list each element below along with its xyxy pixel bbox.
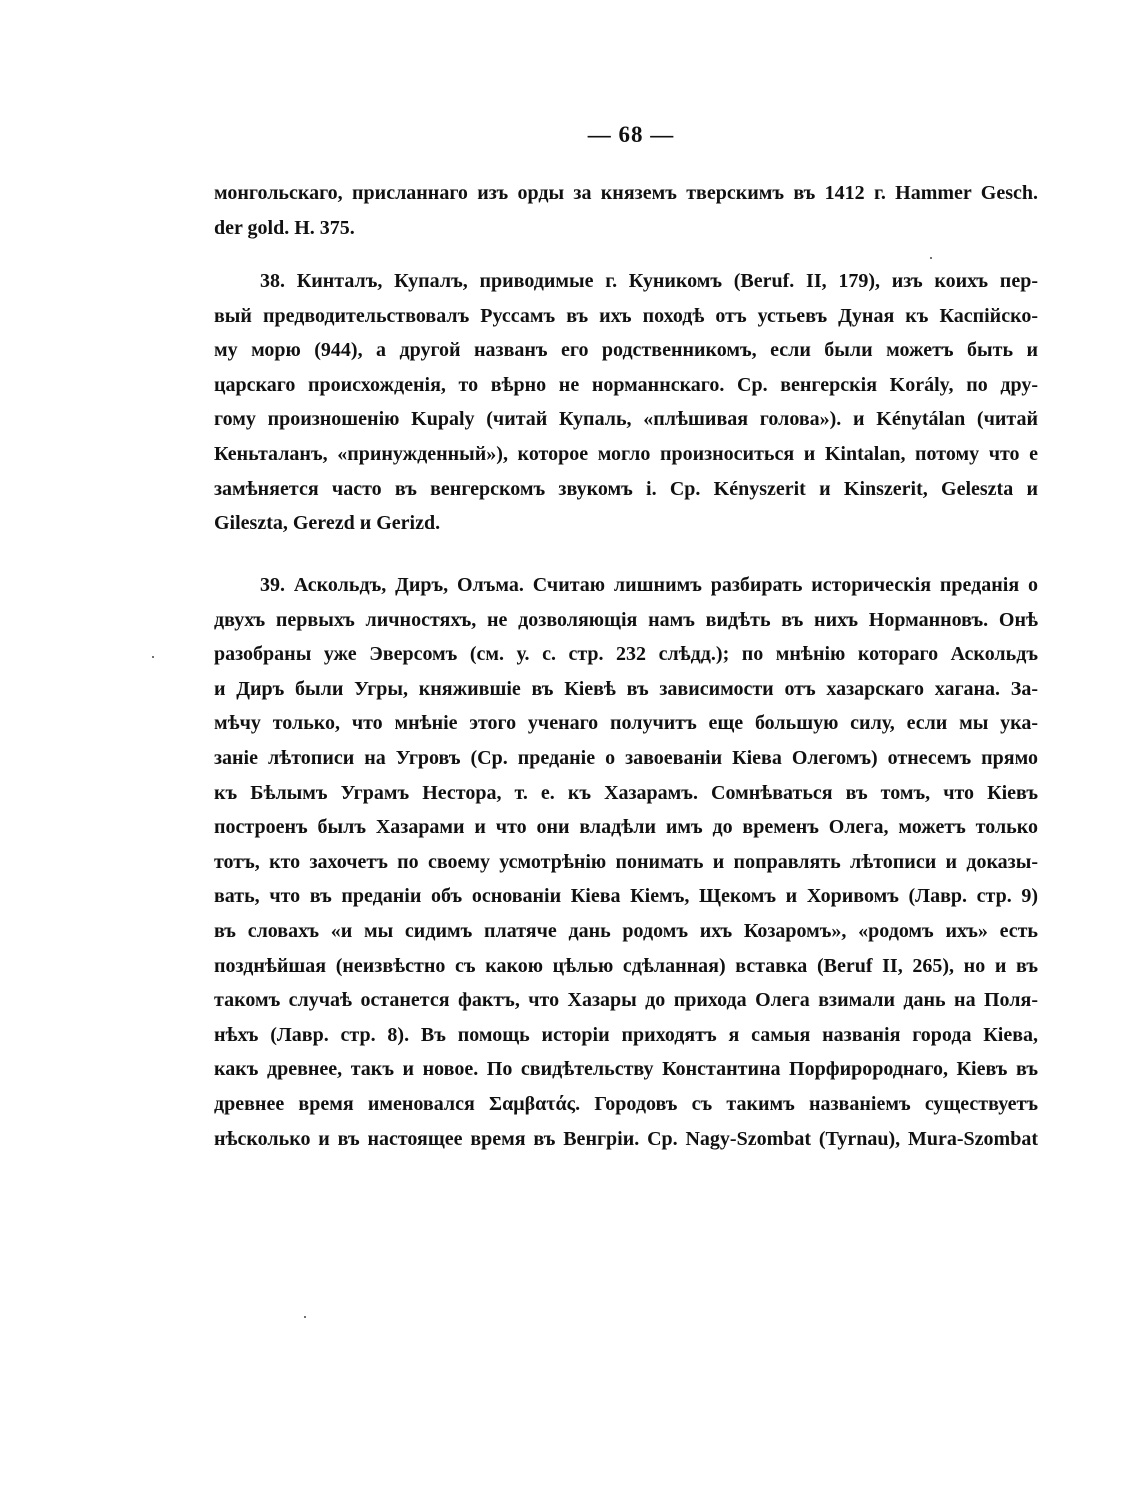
text-line: позднѣйшая (неизвѣстно съ какою цѣлью сдѣланная) вставка (Beruf II, 265), но и въ	[214, 954, 1038, 977]
scan-speck	[304, 1316, 306, 1318]
text-line: построенъ былъ Хазарами и что они владѣли имъ до временъ Олега, можетъ только	[214, 816, 1038, 839]
text-line: Gileszta, Gerezd и Gerizd.	[214, 512, 441, 535]
scan-speck	[152, 656, 154, 658]
text-line: 39. Аскольдъ, Диръ, Олъма. Считаю лишнимъ разбирать историческія преданія о	[260, 574, 1038, 596]
text-line: 38. Кинталъ, Купалъ, приводимые г. Куникомъ (Beruf. II, 179), изъ коихъ пер-	[260, 270, 1038, 292]
text-line: гому произношенію Kupaly (читай Купаль, «плѣшивая голова»). и Kénytálan (читай	[214, 408, 1038, 431]
paragraph-note-39	[214, 568, 1038, 1156]
text-line: вать, что въ преданіи объ основаніи Кіева Кіемъ, Щекомъ и Хоривомъ (Лавр. стр. 9)	[214, 885, 1038, 908]
text-line: къ Бѣлымъ Уграмъ Нестора, т. е. къ Хазарамъ. Сомнѣваться въ томъ, что Кіевъ	[214, 781, 1038, 804]
text-line: царскаго происхожденія, то вѣрно не норманнскаго. Ср. венгерскія Korály, по дру-	[214, 373, 1038, 396]
text-line: Кеньталанъ, «принужденный»), которое могло произноситься и Kintalan, потому что e	[214, 442, 1038, 465]
text-line: нѣсколько и въ настоящее время въ Венгріи. Ср. Nagy-Szombat (Tyrnau), Mura-Szombat	[214, 1127, 1038, 1150]
text-line: монгольскаго, присланнаго изъ орды за княземъ тверскимъ въ 1412 г. Hammer Gesch.	[214, 182, 1038, 204]
text-line: такомъ случаѣ останется фактъ, что Хазары до прихода Олега взимали дань на Поля-	[214, 989, 1038, 1012]
text-line: нѣхъ (Лавр. стр. 8). Въ помощь исторіи приходятъ я самыя названія города Кіева,	[214, 1023, 1038, 1046]
text-line: вый предводительствовалъ Руссамъ въ ихъ походѣ отъ устьевъ Дуная къ Каспійско-	[214, 304, 1038, 327]
text-line: му морю (944), а другой названъ его родственникомъ, если были можетъ быть и	[214, 339, 1038, 362]
paragraph-note-38	[214, 264, 1038, 541]
scan-speck	[930, 257, 932, 259]
text-line: древнее время именовался Σαμβατάς. Городовъ съ такимъ названіемъ существуетъ	[214, 1092, 1038, 1115]
text-line: der gold. H. 375.	[214, 216, 355, 239]
text-line: и Диръ были Угры, княжившіе въ Кіевѣ въ зависимости отъ хазарскаго хагана. За-	[214, 677, 1038, 700]
text-line: замѣняется часто въ венгерскомъ звукомъ i. Ср. Kényszerit и Kinszerit, Geleszta и	[214, 477, 1038, 500]
text-line: въ словахъ «и мы сидимъ платяче дань родомъ ихъ Козаромъ», «родомъ ихъ» есть	[214, 919, 1038, 942]
text-line: мѣчу только, что мнѣніе этого ученаго получитъ еще большую силу, если мы ука-	[214, 712, 1038, 735]
text-line: двухъ первыхъ личностяхъ, не дозволяющія намъ видѣть въ нихъ Норманновъ. Онѣ	[214, 608, 1038, 631]
page-number: — 68 —	[587, 122, 675, 147]
text-line: тотъ, кто захочетъ по своему усмотрѣнію понимать и поправлять лѣтописи и доказы-	[214, 850, 1038, 873]
text-line: разобраны уже Эверсомъ (см. у. с. стр. 232 слѣдд.); по мнѣнію котораго Аскольдъ	[214, 643, 1038, 666]
text-line: какъ древнее, такъ и новое. По свидѣтельству Константина Порфиророднаго, Кіевъ въ	[214, 1058, 1038, 1081]
text-line: заніе лѣтописи на Угровъ (Ср. преданіе о завоеваніи Кіева Олегомъ) отнесемъ прямо	[214, 746, 1038, 769]
paragraph-continuation	[214, 176, 1038, 245]
